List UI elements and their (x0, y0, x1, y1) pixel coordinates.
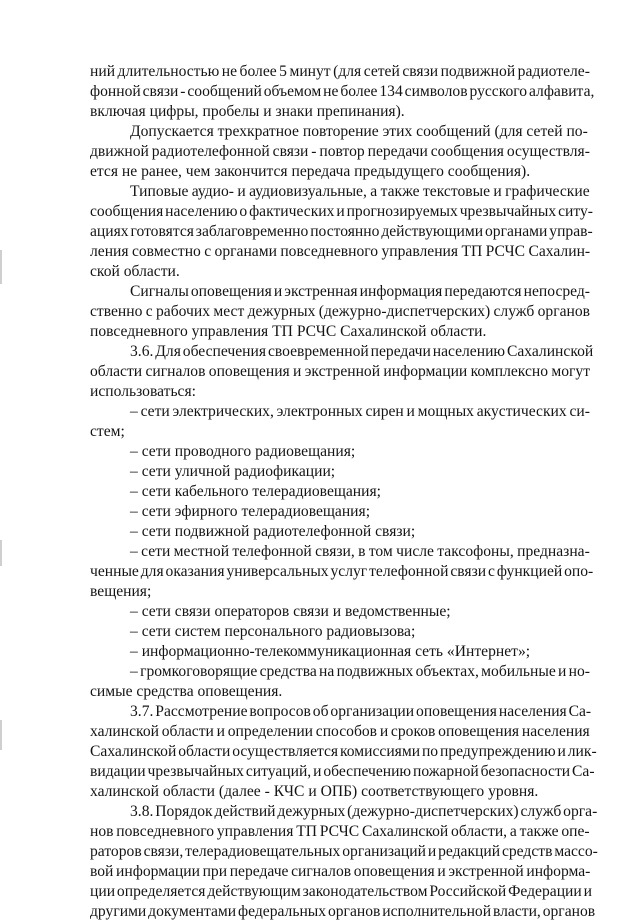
document-line: движной радиотелефонной связи - повтор передачи сообщения осуществля- (90, 143, 590, 160)
document-line: – сети уличной радиофикации; (130, 463, 336, 480)
scan-edge-mark (0, 540, 2, 566)
document-line: фонной связи - сообщений объемом не более 134 символов русского алфавита, (90, 83, 595, 100)
document-line: халинской области и определении способов и сроков оповещения населения (90, 723, 590, 740)
document-line: нов повседневного управления ТП РСЧС Сахалинской области, а также опе- (90, 823, 590, 840)
document-line: раторов связи, телерадиовещательных организаций и редакций средств массо- (90, 843, 598, 860)
document-line: – сети подвижной радиотелефонной связи; (130, 523, 416, 540)
document-line: ской области. (90, 263, 180, 280)
document-line: ется не ранее, чем закончится передача предыдущего сообщения). (90, 163, 531, 180)
document-line: ний длительностью не более 5 минут (для сетей связи подвижной радиотеле- (90, 63, 590, 80)
document-line: – сети проводного радиовещания; (130, 443, 356, 460)
document-line: симые средства оповещения. (90, 683, 283, 700)
document-body (90, 62, 598, 922)
document-line: ции определяется действующим законодательством Российской Федерации и (90, 883, 592, 900)
document-line: области сигналов оповещения и экстренной информации комплексно могут (90, 363, 591, 380)
scan-edge-mark (0, 250, 2, 284)
document-line: повседневного управления ТП РСЧС Сахалинской области. (90, 323, 487, 340)
document-line: – информационно-телекоммуникационная сеть «Интернет»; (130, 643, 531, 660)
document-line: ациях готовятся заблаговременно постоянно действующими органами управ- (90, 223, 593, 240)
document-line: – сети систем персонального радиовызова; (130, 623, 416, 640)
document-line: видации чрезвычайных ситуаций, и обеспечению пожарной безопасности Са- (90, 763, 595, 780)
document-line: 3.6. Для обеспечения своевременной передачи населению Сахалинской (130, 343, 594, 360)
document-line: – сети связи операторов связи и ведомственные; (130, 603, 451, 620)
document-line: – сети электрических, электронных сирен и мощных акустических си- (130, 403, 590, 420)
document-line: ственно с рабочих мест дежурных (дежурно-диспетчерских) служб органов (90, 303, 591, 320)
document-line: Сигналы оповещения и экстренная информация передаются непосред- (130, 283, 591, 300)
document-line: использоваться: (90, 383, 196, 400)
document-line: ченные для оказания универсальных услуг телефонной связи с функцией опо- (90, 563, 594, 580)
document-line: – громкоговорящие средства на подвижных объектах, мобильные и но- (130, 663, 590, 680)
document-line: Сахалинской области осуществляется комиссиями по предупреждению и лик- (90, 743, 597, 760)
document-line: 3.8. Порядок действий дежурных (дежурно-диспетчерских) служб орга- (130, 803, 598, 820)
scan-edge-mark (0, 720, 2, 750)
document-line: – сети эфирного телерадиовещания; (130, 503, 371, 520)
document-line: вой информации при передаче сигналов оповещения и экстренной информа- (90, 863, 591, 880)
document-line: включая цифры, пробелы и знаки препинания). (90, 103, 405, 120)
document-line: ления совместно с органами повседневного управления ТП РСЧС Сахалин- (90, 243, 591, 260)
document-line: стем; (90, 423, 125, 440)
document-line: Допускается трехкратное повторение этих сообщений (для сетей по- (130, 123, 588, 140)
document-line: другими документами федеральных органов исполнительной власти, органов (90, 903, 596, 920)
document-line: вещения; (90, 583, 152, 600)
document-line: Типовые аудио- и аудиовизуальные, а также текстовые и графические (130, 183, 590, 200)
document-line: сообщения населению о фактических и прогнозируемых чрезвычайных ситу- (90, 203, 593, 220)
document-line: халинской области (далее - КЧС и ОПБ) соответствующего уровня. (90, 783, 539, 800)
document-line: 3.7. Рассмотрение вопросов об организации оповещения населения Са- (130, 703, 592, 720)
document-line: – сети местной телефонной связи, в том числе таксофоны, предназна- (130, 543, 590, 560)
document-line: – сети кабельного телерадиовещания; (130, 483, 381, 500)
